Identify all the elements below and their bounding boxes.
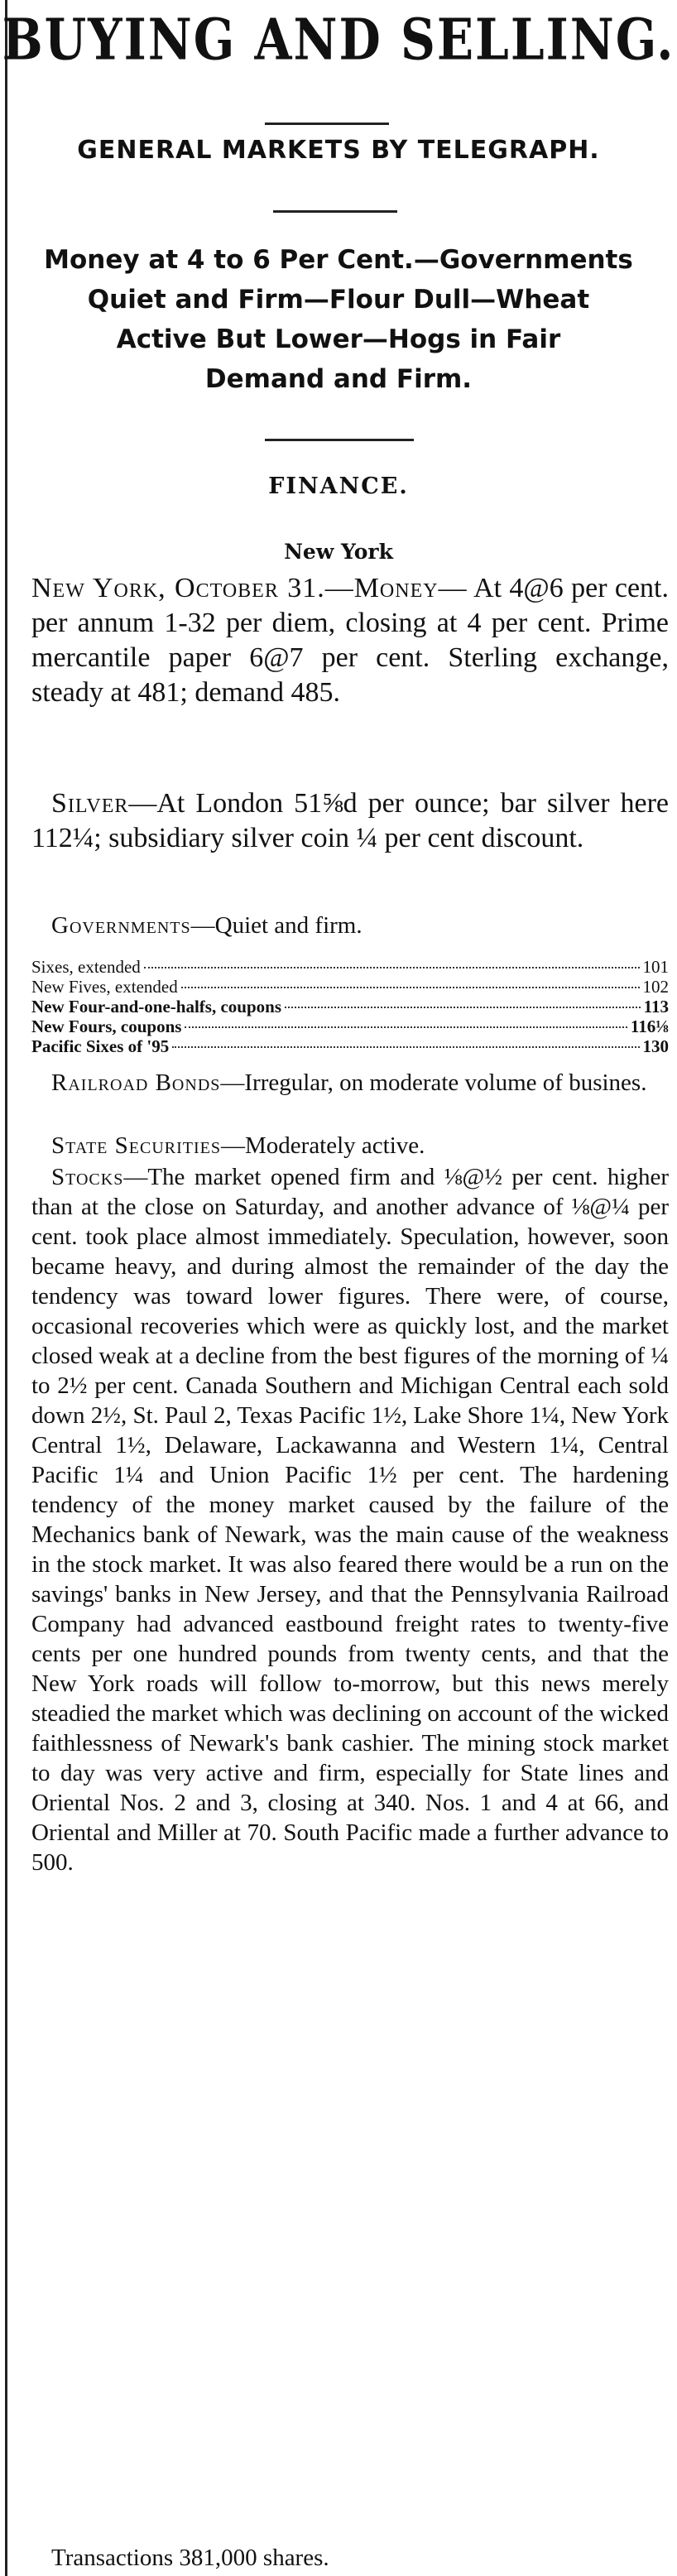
- railroad-text: —Irregular, on moderate volume of busines.: [220, 1069, 647, 1096]
- row-value: 102: [642, 977, 669, 997]
- silver-lead: Silver: [51, 788, 129, 819]
- railroad-lead: Railroad Bonds: [51, 1069, 221, 1096]
- table-row: [31, 977, 669, 997]
- state-lead: State Securities: [51, 1132, 221, 1159]
- state-paragraph: [31, 1131, 669, 1161]
- row-value: 101: [642, 957, 669, 977]
- money-lead: New York, October 31.—Money—: [31, 573, 468, 603]
- dot-leader: [181, 987, 640, 988]
- row-label: Pacific Sixes of '95: [31, 1036, 170, 1056]
- row-label: Sixes, extended: [31, 957, 141, 977]
- headline-line: Demand and Firm.: [204, 364, 473, 394]
- row-label: New Four-and-one-halfs, coupons: [31, 997, 281, 1016]
- table-row: [31, 1016, 669, 1036]
- state-text: —Moderately active.: [221, 1132, 425, 1159]
- headline-deck: [0, 240, 677, 399]
- row-value: 130: [642, 1036, 669, 1056]
- money-paragraph: [31, 571, 669, 710]
- stocks-lead: Stocks: [51, 1164, 124, 1190]
- row-label: New Fives, extended: [31, 977, 178, 997]
- silver-paragraph: [31, 786, 669, 856]
- row-value: 113: [643, 997, 669, 1016]
- silver-text: —At London 51⅝d per ounce; bar silver here 112¼; subsidiary silver coin ¼ per cent discount.: [31, 788, 669, 853]
- row-value: 116⅛: [630, 1016, 669, 1036]
- subtitle-divider: [273, 210, 397, 213]
- city-heading: New York: [284, 540, 393, 564]
- governments-table: [31, 957, 669, 1056]
- title-divider: [265, 123, 389, 125]
- masthead-title: BUYING AND SELLING.: [2, 6, 675, 74]
- stocks-text: —The market opened firm and ⅛@½ per cent. higher than at the close on Saturday, and another advance of ⅛@¼ per cent. took place almost immediately. Speculation, however, soon became heavy, and during almost the remainder of the day the tendency was toward lower figures. There were, of course, occasional recoveries which were as quickly lost, and the market closed weak at a decline from the best figures of the morning of ¼ to 2½ per cent. Canada Southern and Michigan Central each sold down 2½, St. Paul 2, Texas Pacific 1½, Lake Shore 1¼, New York Central 1½, Delaware, Lackawanna and Western 1¼, Central Pacific 1¼ and Union Pacific 1½ per cent. The hardening tendency of the money market caused by the failure of the Mechanics bank of Newark, was the main cause of the weakness in the stock market. It was also feared there would be a run on the savings' banks in New Jersey, and that the Pennsylvania Railroad Company had advanced eastbound freight rates to twenty-five cents per one hundred pounds from twenty cents, and that the New York roads will follow to-morrow, but this news merely steadied the market which was declining on account of the wicked faithlessness of Newark's bank cashier. The mining stock market to day was very active and firm, especially for State lines and Oriental Nos. 2 and 3, closing at 340. Nos. 1 and 4 at 66, and Oriental and Miller at 70. South Pacific made a further advance to 500.: [31, 1164, 669, 1876]
- transactions-line: Transactions 381,000 shares.: [51, 2545, 329, 2571]
- stocks-paragraph: [31, 1162, 669, 1877]
- money-text: At 4@6 per cent. per annum 1-32 per diem, closing at 4 per cent. Prime mercantile paper 6@7 per cent. Sterling exchange, steady at 481; demand 485.: [31, 573, 670, 708]
- table-row: [31, 1036, 669, 1056]
- dot-leader: [172, 1046, 639, 1048]
- headline-line: Active But Lower—Hogs in Fair: [116, 324, 561, 354]
- headline-line: Quiet and Firm—Flour Dull—Wheat: [87, 285, 590, 315]
- finance-heading: FINANCE.: [268, 473, 409, 499]
- row-label: New Fours, coupons: [31, 1016, 182, 1036]
- masthead-subtitle: GENERAL MARKETS BY TELEGRAPH.: [77, 136, 600, 165]
- dot-leader: [285, 1007, 641, 1008]
- headline-line: Money at 4 to 6 Per Cent.—Governments: [44, 245, 633, 275]
- dot-leader: [144, 967, 640, 968]
- table-row: [31, 957, 669, 977]
- governments-paragraph: [31, 911, 669, 940]
- governments-text: —Quiet and firm.: [190, 912, 363, 939]
- headline-divider: [265, 439, 414, 441]
- table-row: [31, 997, 669, 1016]
- dot-leader: [185, 1026, 627, 1028]
- governments-lead: Governments: [51, 912, 191, 939]
- railroad-paragraph: [31, 1068, 669, 1098]
